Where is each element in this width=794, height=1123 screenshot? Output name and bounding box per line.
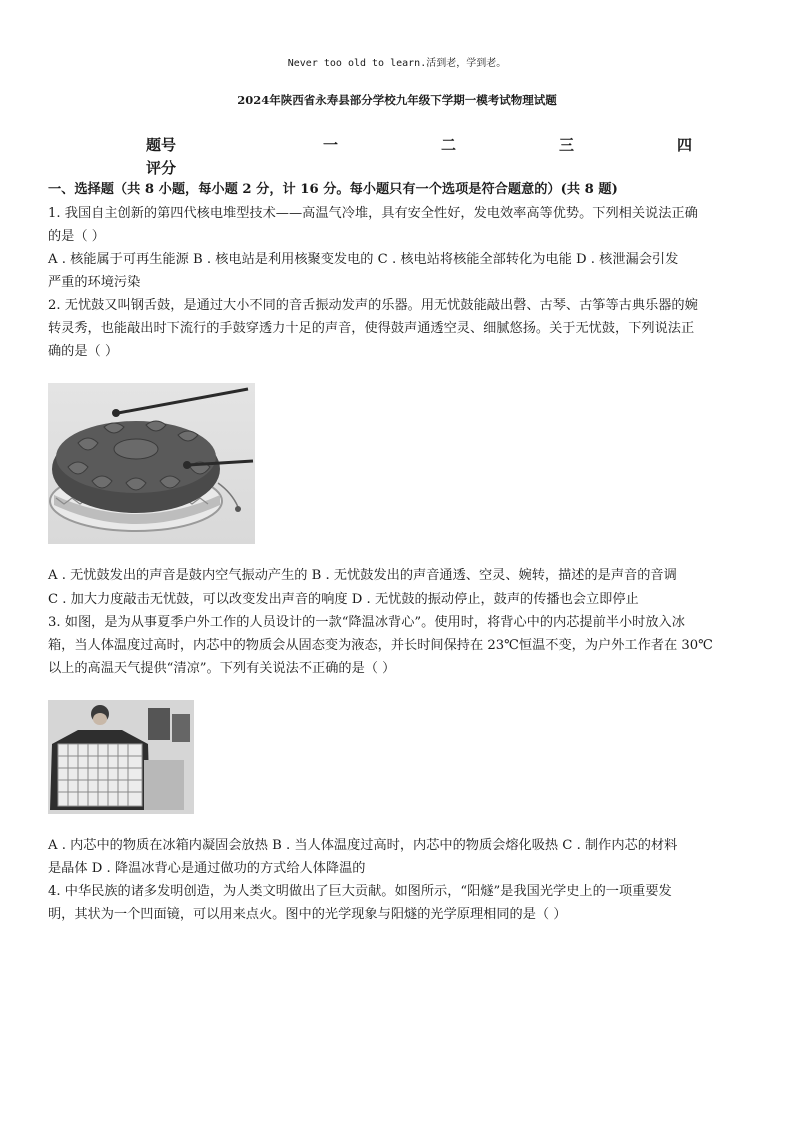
q1-stem-line1: 1. 我国自主创新的第四代核电堆型技术——高温气冷堆，具有安全性好，发电效率高等优势。下列相关说法正确 xyxy=(48,206,698,221)
q2-stem-line3: 确的是（ ） xyxy=(48,344,119,359)
q4-stem-line2: 明，其状为一个凹面镜，可以用来点火。图中的光学现象与阳燧的光学原理相同的是（ ） xyxy=(48,907,567,922)
q1-options-line2: 严重的环境污染 xyxy=(48,275,141,290)
q2-stem-line2: 转灵秀，也能敲出时下流行的手鼓穿透力十足的声音，使得鼓声通透空灵、细腻悠扬。关于无忧鼓，下列说法正 xyxy=(48,321,695,336)
q2-options-line2: C . 加大力度敲击无忧鼓，可以改变发出声音的响度 D . 无忧鼓的振动停止，鼓声的传播也会立即停止 xyxy=(48,592,639,607)
header-note: Never too old to learn.活到老，学到老。 xyxy=(287,58,507,69)
q3-options-line1: A . 内芯中的物质在冰箱内凝固会放热 B . 当人体温度过高时，内芯中的物质会熔化吸热 C . 制作内芯的材料 xyxy=(48,838,678,853)
q2-stem-line1: 2. 无忧鼓又叫钢舌鼓，是通过大小不同的音舌振动发声的乐器。用无忧鼓能敲出磬、古琴、古筝等古典乐器的婉 xyxy=(48,298,698,313)
q3-stem-line2: 箱，当人体温度过高时，内芯中的物质会从固态变为液态，并长时间保持在 23℃恒温不变，为户外工作者在 30℃ xyxy=(48,638,713,653)
q2-options-line1: A . 无忧鼓发出的声音是鼓内空气振动产生的 B . 无忧鼓发出的声音通透、空灵、婉转，描述的是声音的音调 xyxy=(48,568,677,583)
score-col-2: 二 xyxy=(441,136,457,154)
score-col-3: 三 xyxy=(559,136,575,154)
q1-stem-line2: 的是（ ） xyxy=(48,229,105,244)
q3-stem-line3: 以上的高温天气提供“清凉”。下列有关说法不正确的是（ ） xyxy=(48,661,396,676)
score-col-4: 四 xyxy=(677,136,693,154)
page-title: 2024年陕西省永寿县部分学校九年级下学期一模考试物理试题 xyxy=(237,93,557,107)
score-table-row2-label: 评分 xyxy=(146,159,177,177)
score-table-row1-label: 题号 xyxy=(146,136,177,154)
cooling-vest-photo xyxy=(48,700,194,814)
q4-stem-line1: 4. 中华民族的诸多发明创造，为人类文明做出了巨大贡献。如图所示，“阳燧”是我国光学史上的一项重要发 xyxy=(48,884,672,899)
q1-options-line1: A . 核能属于可再生能源 B . 核电站是利用核聚变发电的 C . 核电站将核能全部转化为电能 D . 核泄漏会引发 xyxy=(48,252,679,267)
score-col-1: 一 xyxy=(323,136,339,154)
q3-options-line2: 是晶体 D . 降温冰背心是通过做功的方式给人体降温的 xyxy=(48,861,366,876)
section-heading: 一、选择题（共 8 小题，每小题 2 分，计 16 分。每小题只有一个选项是符合题意的）(共 8 题) xyxy=(48,182,618,197)
tongue-drum-photo xyxy=(48,383,255,544)
q3-stem-line1: 3. 如图，是为从事夏季户外工作的人员设计的一款“降温冰背心”。使用时，将背心中的内芯提前半小时放入冰 xyxy=(48,615,685,630)
